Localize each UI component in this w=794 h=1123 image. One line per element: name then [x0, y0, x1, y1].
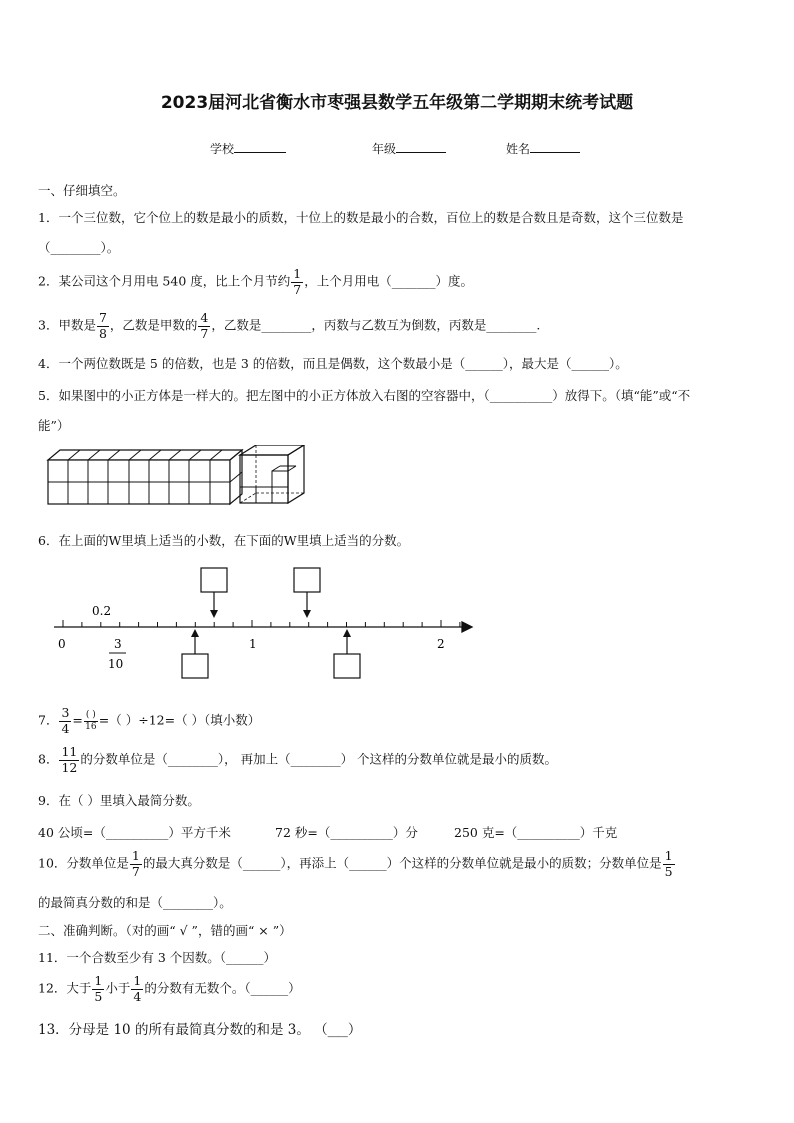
answer-box-lower-2[interactable] [334, 654, 360, 678]
question-3: 3．甲数是 $\frac{7}{8}$ ，乙数是甲数的 $\frac{4}{7}$ ，乙数是________，丙数与乙数互为倒数，丙数是________. [38, 310, 541, 341]
label-0: 0 [58, 637, 66, 651]
fraction: $\frac{1}{7}$ [293, 266, 302, 297]
arrow-down-icon [210, 610, 218, 618]
grade-field [372, 140, 446, 157]
question-10-line-2[interactable]: 的最简真分数的和是（________）。 [38, 895, 232, 910]
answer-box-upper-1[interactable] [201, 568, 227, 592]
cube-figures [44, 445, 334, 515]
question-7: 7． $\frac{3}{4}$ = $\frac{( )}{16}$ =（ ）÷12=（ ）（填小数） [38, 705, 261, 736]
school-label: 学校 [210, 142, 235, 156]
question-13[interactable]: 13．分母是 10 的所有最简真分数的和是 3。 （___） [38, 1022, 362, 1038]
grade-blank[interactable] [396, 140, 446, 153]
label-frac-d: 10 [108, 657, 124, 671]
label-0.2: 0.2 [92, 604, 112, 618]
label-frac-n: 3 [114, 637, 122, 651]
section-1-heading: 一、仔细填空。 [38, 183, 126, 198]
section-2-heading: 二、准确判断。（对的画“ √ ”，错的画“ × ”） [38, 923, 292, 938]
fraction: $\frac{1}{5}$ [664, 848, 673, 879]
arrow-up-icon [191, 629, 199, 637]
school-blank[interactable] [234, 140, 286, 153]
fraction[interactable]: $\frac{( )}{16}$ [85, 709, 97, 732]
fraction: $\frac{4}{7}$ [200, 310, 209, 341]
name-blank[interactable] [530, 140, 580, 153]
question-2: 2．某公司这个月用电 540 度，比上个月节约 $\frac{1}{7}$ ，上个月用电（_______）度。 [38, 266, 473, 297]
question-8: 8． $\frac{11}{12}$ 的分数单位是（________）， 再加上（________） 个这样的分数单位就是最小的质数。 [38, 744, 558, 775]
answer-box-upper-2[interactable] [294, 568, 320, 592]
question-11[interactable]: 11．一个合数至少有 3 个因数。（______） [38, 950, 277, 965]
fraction: $\frac{7}{8}$ [98, 310, 107, 341]
fraction: $\frac{1}{4}$ [133, 973, 142, 1004]
small-cubes-figure [48, 450, 242, 504]
name-label: 姓名 [506, 142, 531, 156]
question-9-item-1[interactable]: 40 公顷=（__________）平方千米 [38, 825, 231, 840]
name-field [506, 140, 580, 157]
answer-box-lower-1[interactable] [182, 654, 208, 678]
school-field [210, 140, 286, 157]
question-5-line-2: 能”） [38, 418, 70, 433]
question-10-line-1: 10．分数单位是 $\frac{1}{7}$ 的最大真分数是（______），再添上（______）个这样的分数单位就是最小的质数；分数单位是 $\frac{1}{5}$ [38, 848, 673, 879]
fraction: $\frac{1}{5}$ [94, 973, 103, 1004]
question-12: 12．大于 $\frac{1}{5}$ 小于 $\frac{1}{4}$ 的分数有无数个。（______） [38, 973, 301, 1004]
container-figure [240, 445, 304, 503]
question-5-line-1[interactable]: 5．如果图中的小正方体是一样大的。把左图中的小正方体放入右图的空容器中，（__________）放得下。（填“能”或“不 [38, 388, 691, 403]
number-line-figure [44, 560, 474, 690]
question-1-line-2[interactable]: （________）。 [38, 240, 120, 255]
arrow-right-icon [462, 622, 472, 632]
question-6: 6．在上面的W里填上适当的小数，在下面的W里填上适当的分数。 [38, 533, 410, 548]
page-title: 2023届河北省衡水市枣强县数学五年级第二学期期末统考试题 [160, 93, 634, 113]
arrow-up-icon [343, 629, 351, 637]
fraction: $\frac{1}{7}$ [131, 848, 140, 879]
label-1: 1 [249, 637, 257, 651]
question-4[interactable]: 4．一个两位数既是 5 的倍数，也是 3 的倍数，而且是偶数，这个数最小是（______），最大是（______）。 [38, 356, 628, 371]
arrow-down-icon [303, 610, 311, 618]
question-9-item-3[interactable]: 250 克=（__________）千克 [454, 825, 618, 840]
fraction: $\frac{11}{12}$ [61, 744, 78, 775]
fraction: $\frac{3}{4}$ [61, 705, 70, 736]
question-1-line-1: 1．一个三位数，它个位上的数是最小的质数，十位上的数是最小的合数，百位上的数是合数且是奇数，这个三位数是 [38, 210, 684, 225]
label-2: 2 [437, 637, 445, 651]
question-9: 9．在（ ）里填入最简分数。 [38, 793, 200, 808]
question-9-item-2[interactable]: 72 秒=（__________）分 [275, 825, 418, 840]
grade-label: 年级 [372, 142, 397, 156]
